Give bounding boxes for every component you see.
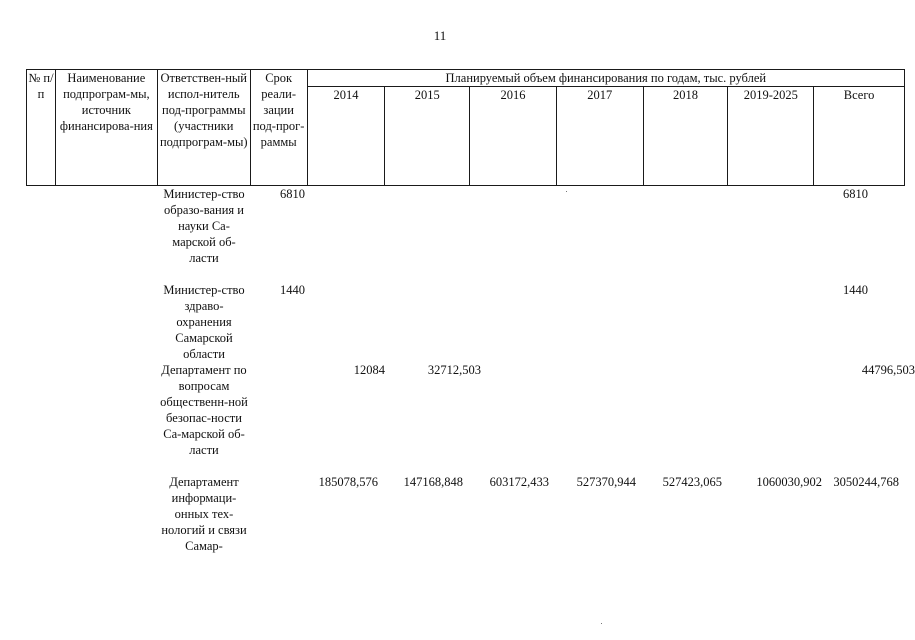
value-2016: 603172,433 bbox=[489, 475, 549, 489]
header-executor-cell: Ответствен-ный испол-нитель под-программы (участники подпрограм-мы) bbox=[157, 70, 250, 186]
funding-table-header bbox=[26, 69, 905, 186]
value-total: 6810 bbox=[843, 187, 868, 201]
header-funding-group-cell: Планируемый объем финансирования по годам, тыс. рублей bbox=[307, 70, 904, 87]
executor-cell: Министер-ство здраво-охранения Самарской области bbox=[163, 283, 245, 361]
value-2014: 1440 bbox=[280, 283, 305, 297]
scan-speck bbox=[601, 623, 602, 624]
scan-speck bbox=[566, 191, 567, 192]
value-2019-2025: 1060030,902 bbox=[756, 475, 822, 489]
header-year-2015: 2015 bbox=[385, 87, 470, 186]
header-term-cell: Срок реали-зации под-прог-раммы bbox=[250, 70, 307, 186]
header-year-2014: 2014 bbox=[307, 87, 385, 186]
header-total: Всего bbox=[814, 87, 905, 186]
page-number: 11 bbox=[433, 28, 447, 43]
header-year-2019-2025: 2019-2025 bbox=[728, 87, 814, 186]
value-2018: 527423,065 bbox=[662, 475, 722, 489]
funding-table-body bbox=[26, 186, 915, 566]
value-2014: 6810 bbox=[280, 187, 305, 201]
value-total: 44796,503 bbox=[861, 363, 915, 377]
header-year-2016: 2016 bbox=[470, 87, 557, 186]
value-2015: 147168,848 bbox=[403, 475, 463, 489]
value-2017: 527370,944 bbox=[576, 475, 636, 489]
header-year-2018: 2018 bbox=[643, 87, 728, 186]
value-total: 3050244,768 bbox=[833, 475, 899, 489]
header-year-2017: 2017 bbox=[556, 87, 643, 186]
header-name-cell: Наименование подпрограм-мы, источник финансирова-ния bbox=[55, 70, 157, 186]
header-number-cell: № п/п bbox=[27, 70, 56, 186]
executor-cell: Министер-ство образо-вания и науки Са-марской об-ласти bbox=[163, 187, 245, 265]
value-2014: 12084 bbox=[353, 363, 385, 377]
value-2015: 32712,503 bbox=[427, 363, 481, 377]
executor-cell: Департамент по вопросам общественн-ной безопас-ности Са-марской об-ласти bbox=[160, 363, 248, 457]
value-total: 1440 bbox=[843, 283, 868, 297]
executor-cell: Департамент информаци-онных тех-нологий и связи Самар- bbox=[161, 475, 247, 553]
value-2014: 185078,576 bbox=[318, 475, 378, 489]
